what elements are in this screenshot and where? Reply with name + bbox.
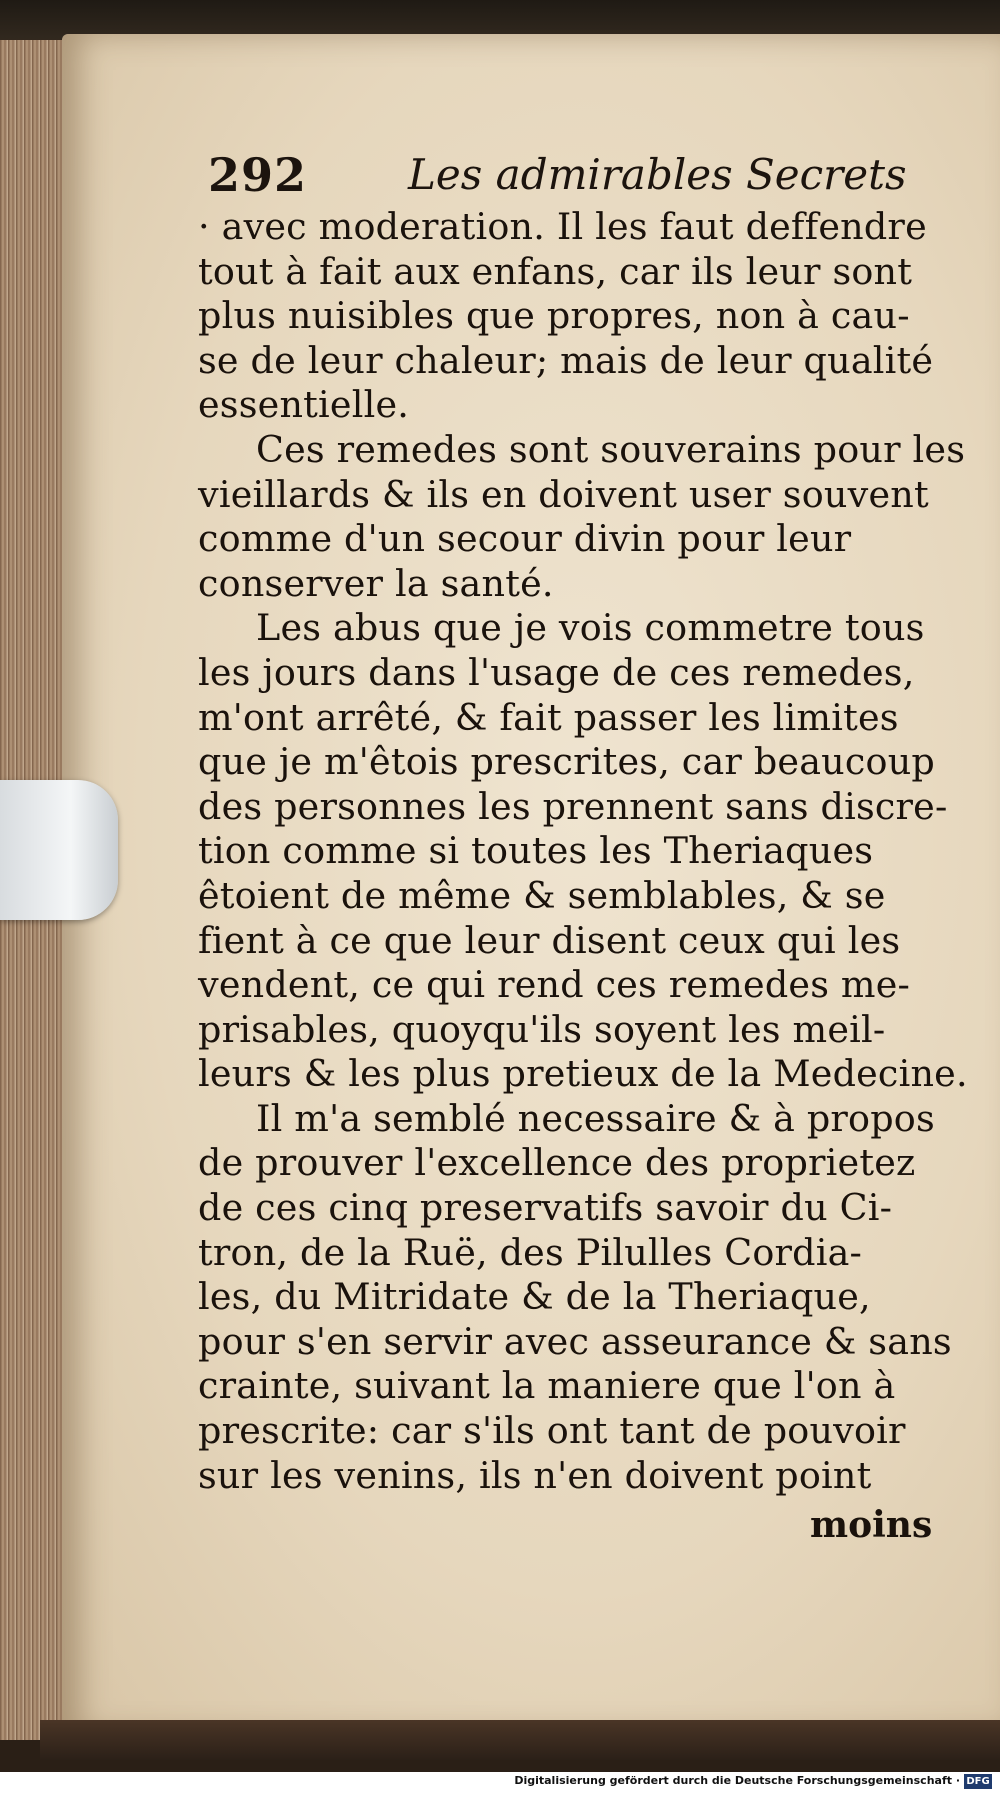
text-line: vieillards & ils en doivent user souvent <box>198 472 929 516</box>
digitization-credit: Digitalisierung gefördert durch die Deutsche Forschungsgemeinschaft · <box>514 1774 960 1787</box>
text-line: · avec moderation. Il les faut deffendre <box>198 205 927 248</box>
page-clip <box>0 780 118 920</box>
text-line: de prouver l'excellence des proprietez <box>198 1141 916 1185</box>
text-line: plus nuisibles que propres, non à cau- <box>198 294 910 338</box>
text-line: conserver la santé. <box>198 561 554 605</box>
text-line: que je m'êtois prescrites, car beaucoup <box>198 740 935 784</box>
text-line: leurs & les plus pretieux de la Medecine. <box>198 1052 968 1096</box>
text-line: tion comme si toutes les Theriaques <box>198 829 874 873</box>
text-line: essentielle. <box>198 383 410 427</box>
running-title: Les admirables Secrets <box>408 150 907 199</box>
page-header <box>208 148 948 208</box>
page-number: 292 <box>208 148 308 202</box>
text-line: crainte, suivant la maniere que l'on à <box>198 1364 896 1408</box>
catchword: moins <box>810 1504 933 1546</box>
text-line: comme d'un secour divin pour leur <box>198 517 852 561</box>
text-line: sur les venins, ils n'en doivent point <box>198 1453 872 1497</box>
text-line: des personnes les prennent sans discre- <box>198 784 948 828</box>
body-text <box>198 205 968 1498</box>
text-line: Les abus que je vois commetre tous <box>256 606 925 650</box>
text-line: m'ont arrêté, & fait passer les limites <box>198 695 899 739</box>
text-line: Il m'a semblé necessaire & à propos <box>256 1096 935 1140</box>
text-line: les, du Mitridate & de la Theriaque, <box>198 1275 871 1319</box>
text-line: êtoient de même & semblables, & se <box>198 873 886 917</box>
text-line: de ces cinq preservatifs savoir du Ci- <box>198 1186 893 1230</box>
text-line: se de leur chaleur; mais de leur qualité <box>198 338 934 382</box>
text-line: Ces remedes sont souverains pour les <box>256 427 966 471</box>
text-line: pour s'en servir avec asseurance & sans <box>198 1319 952 1363</box>
text-line: tron, de la Ruë, des Pilulles Cordia- <box>198 1230 863 1274</box>
dfg-logo: DFG <box>964 1774 992 1789</box>
text-line: prisables, quoyqu'ils soyent les meil- <box>198 1007 886 1051</box>
scan-background-bottom <box>40 1720 1000 1760</box>
text-line: prescrite: car s'ils ont tant de pouvoir <box>198 1409 906 1453</box>
text-line: les jours dans l'usage de ces remedes, <box>198 650 915 694</box>
text-line: fient à ce que leur disent ceux qui les <box>198 918 901 962</box>
text-line: vendent, ce qui rend ces remedes me- <box>198 963 911 1007</box>
text-line: tout à fait aux enfans, car ils leur sont <box>198 249 913 293</box>
